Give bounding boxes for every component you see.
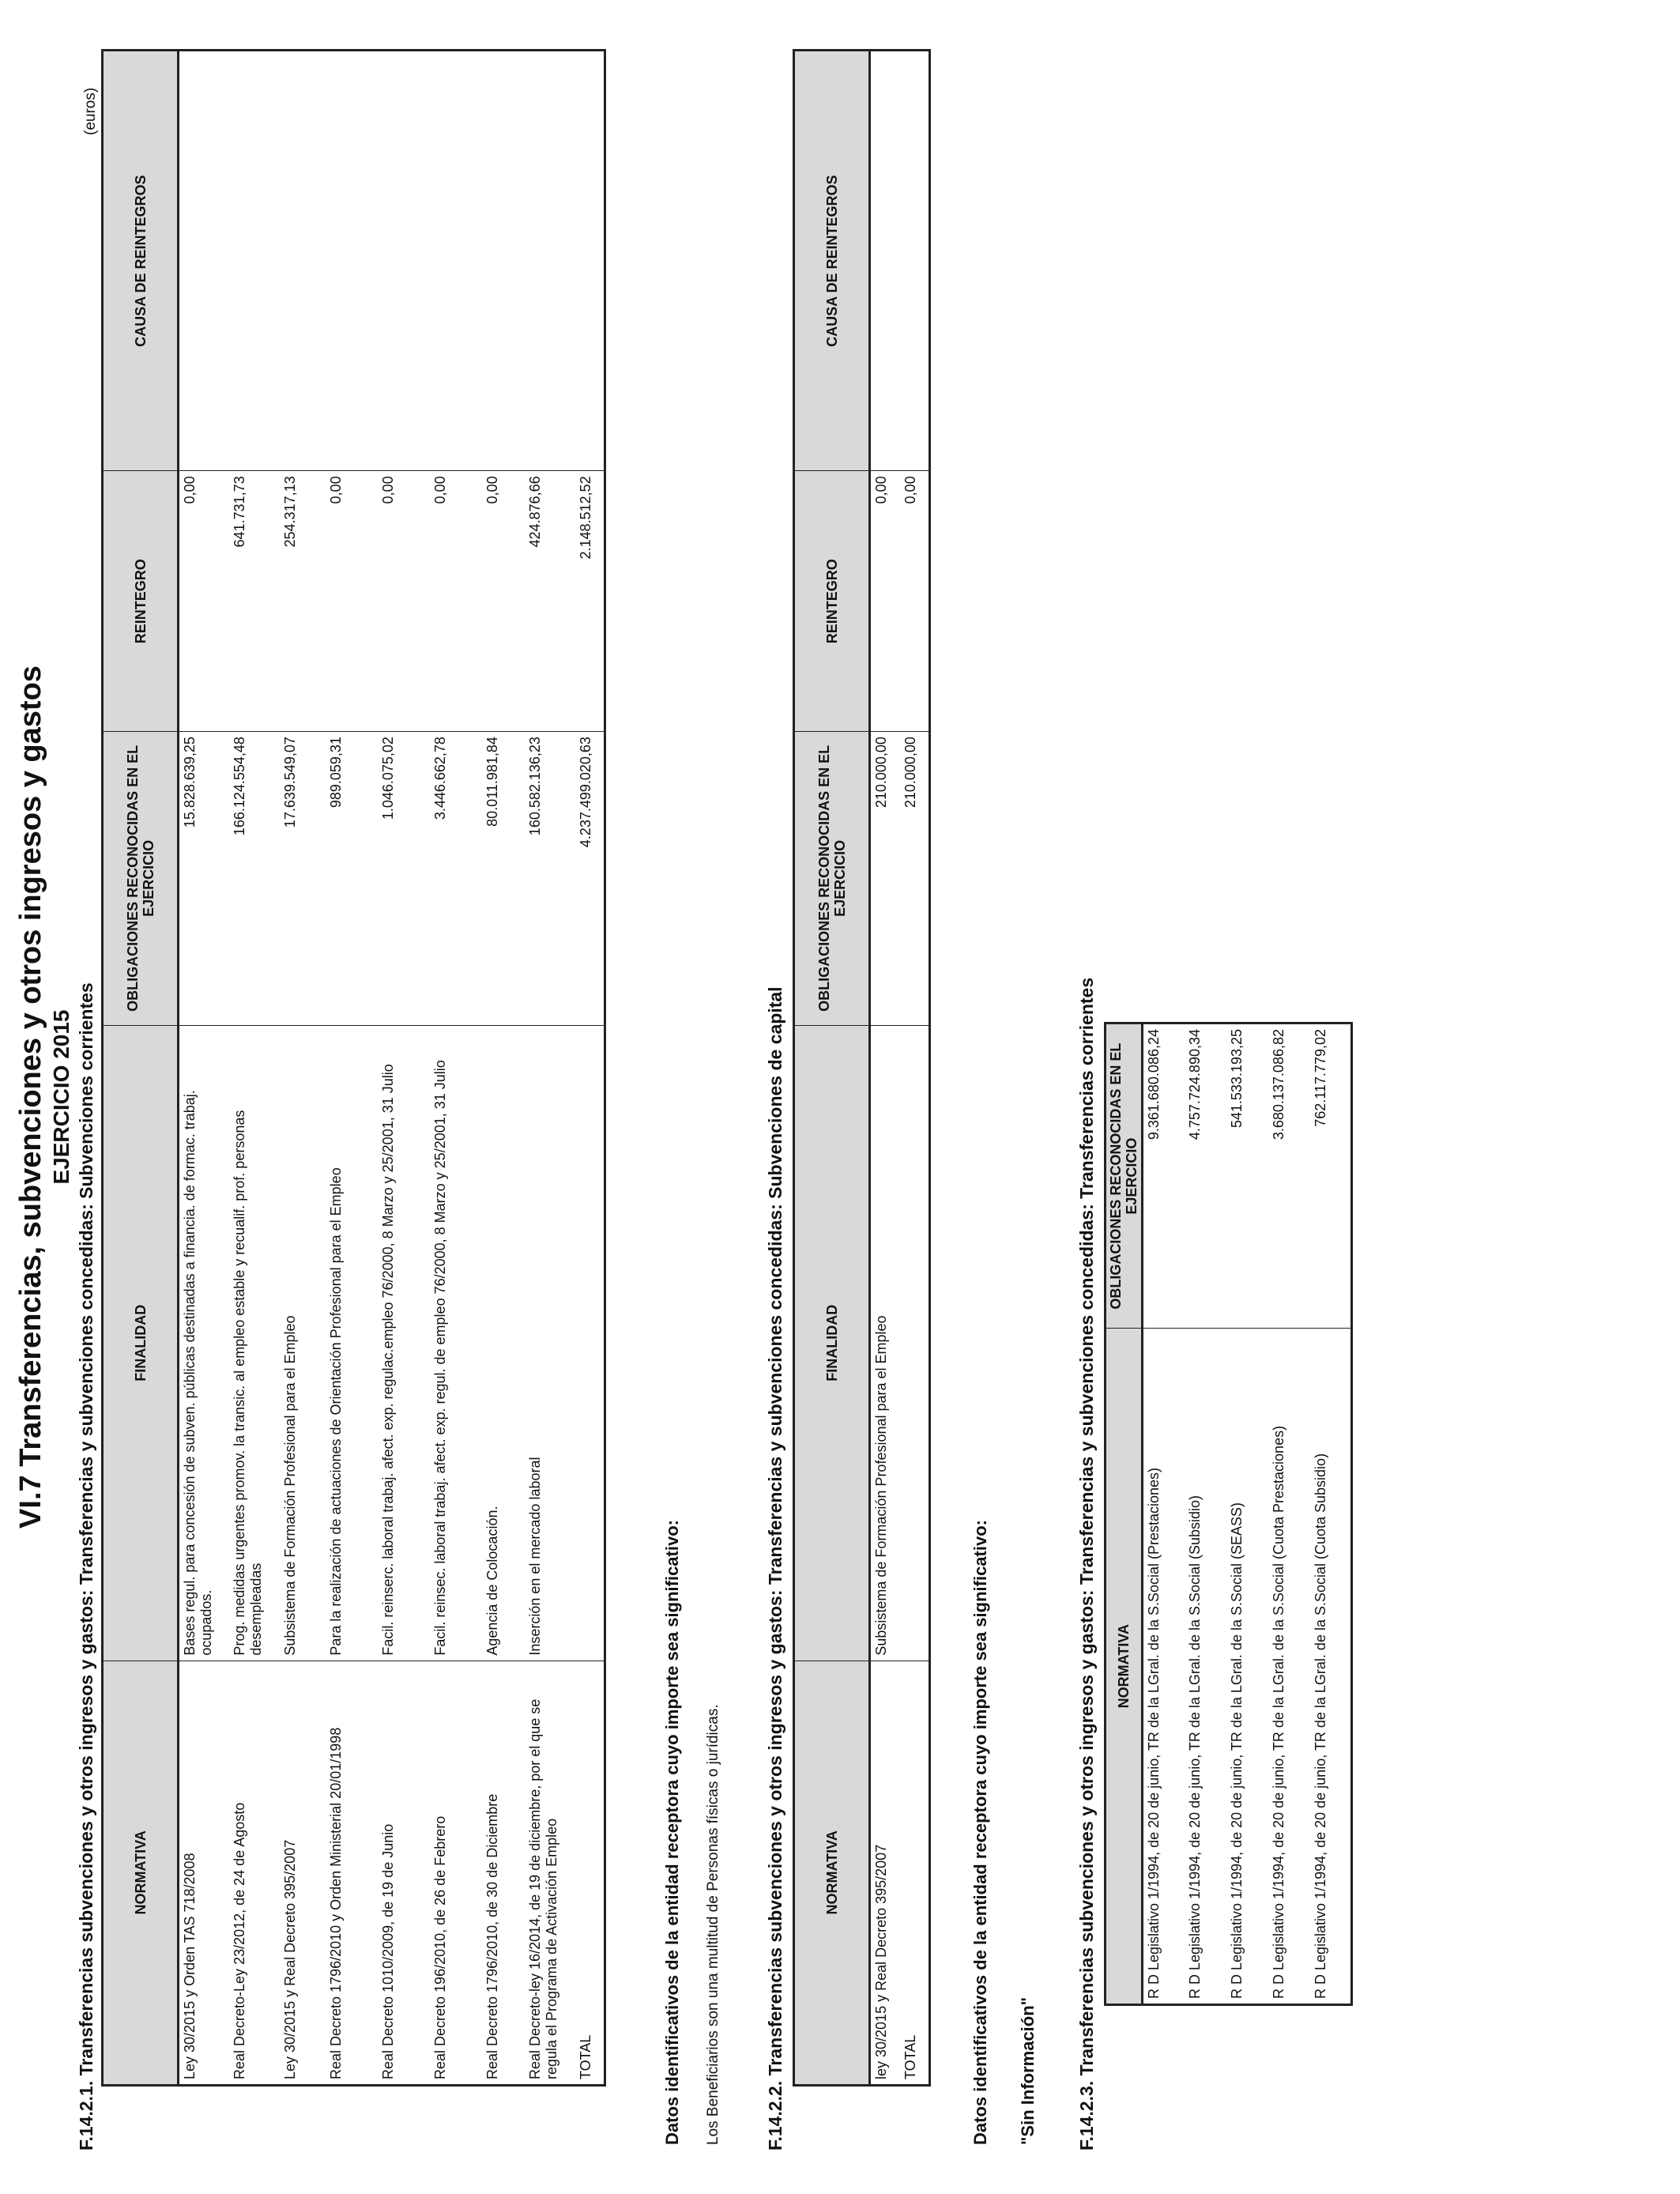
cell-normativa: Real Decreto 1796/2010 y Orden Ministerial 20/01/1998 [326,1661,378,2085]
total-label: TOTAL [898,1661,930,2085]
table-row [326,51,378,2086]
total-label: TOTAL [574,1661,605,2085]
col-header-reintegro: REINTEGRO [794,471,870,732]
cell-obligaciones: 80.011.981,84 [482,732,525,1026]
cell-causa [280,51,326,471]
table-row [179,51,229,2086]
note2-heading: Datos identificativos de la entidad receptora cuyo importe sea significativo: [970,1520,990,2145]
cell-finalidad: Bases regul. para concesión de subven. públicas destinadas a financia. de formac. trabaj. ocupados. [179,1025,229,1661]
section2-heading: F.14.2.2. Transferencias subvenciones y otros ingresos y gastos: Transferencias y subvenciones concedidas: Subvenciones de capital [765,986,785,2151]
col-header-causa: CAUSA DE REINTEGROS [794,51,870,471]
cell-reintegro: 0,00 [870,471,898,732]
total-obligaciones: 210.000,00 [898,732,930,1026]
cell-causa [326,51,378,471]
table-row [1226,1023,1268,2005]
col-header-finalidad: FINALIDAD [794,1025,870,1661]
total-reintegro: 2.148.512,52 [574,471,605,732]
cell-causa [179,51,229,471]
cell-finalidad: Prog. medidas urgentes promov. la transic. al empleo estable y recualif. prof. personas desempleadas [229,1025,280,1661]
cell-causa [482,51,525,471]
cell-finalidad: Facil. reinserc. laboral trabaj. afect. exp. regulac.empleo 76/2000, 8 Marzo y 25/2001, 31 Julio [378,1025,430,1661]
cell-normativa: Real Decreto-Ley 23/2012, de 24 de Agosto [229,1661,280,2085]
cell-finalidad [574,1025,605,1661]
transferencias-corrientes-table [1104,1022,1353,2006]
page-subtitle: EJERCICIO 2015 [49,1009,73,1185]
cell-obligaciones: 4.757.724.890,34 [1185,1023,1226,1329]
cell-normativa: Real Decreto 1010/2009, de 19 de Junio [378,1661,430,2085]
cell-reintegro: 0,00 [378,471,430,732]
cell-causa [898,51,930,471]
cell-normativa: Real Decreto 196/2010, de 26 de Febrero [430,1661,482,2085]
table-row [482,51,525,2086]
cell-reintegro: 0,00 [482,471,525,732]
cell-finalidad: Para la realización de actuaciones de Orientación Profesional para el Empleo [326,1025,378,1661]
cell-reintegro: 641.731,73 [229,471,280,732]
cell-normativa: R D Legislativo 1/1994, de 20 de junio, TR de la LGral. de la S.Social (Subsidio) [1185,1329,1226,2005]
cell-reintegro: 0,00 [326,471,378,732]
cell-finalidad: Agencia de Colocación. [482,1025,525,1661]
cell-causa [574,51,605,471]
cell-normativa: R D Legislativo 1/1994, de 20 de junio, TR de la LGral. de la S.Social (Prestaciones) [1143,1329,1185,2005]
cell-obligaciones: 210.000,00 [870,732,898,1026]
total-row [574,51,605,2086]
cell-normativa: R D Legislativo 1/1994, de 20 de junio, TR de la LGral. de la S.Social (SEASS) [1226,1329,1268,2005]
table-row [525,51,574,2086]
col-header-normativa: NORMATIVA [1106,1329,1143,2005]
cell-finalidad: Inserción en el mercado laboral [525,1025,574,1661]
cell-obligaciones: 160.582.136,23 [525,732,574,1026]
col-header-finalidad: FINALIDAD [103,1025,179,1661]
total-row [898,51,930,2086]
cell-reintegro: 0,00 [179,471,229,732]
note1-text: Los Beneficiarios son una multitud de Personas físicas o jurídicas. [705,1704,721,2145]
cell-finalidad: Subsistema de Formación Profesional para el Empleo [280,1025,326,1661]
total-reintegro: 0,00 [898,471,930,732]
table-row [280,51,326,2086]
cell-causa [525,51,574,471]
table-row [1310,1023,1352,2005]
table-row [1185,1023,1226,2005]
cell-causa [378,51,430,471]
cell-obligaciones: 9.361.680.086,24 [1143,1023,1185,1329]
col-header-reintegro: REINTEGRO [103,471,179,732]
section1-heading: F.14.2.1. Transferencias subvenciones y otros ingresos y gastos: Transferencias y subvenciones concedidas: Subvenciones corrientes [76,982,96,2151]
cell-obligaciones: 762.117.779,02 [1310,1023,1352,1329]
col-header-normativa: NORMATIVA [794,1661,870,2085]
cell-causa [229,51,280,471]
cell-obligaciones: 17.639.549,07 [280,732,326,1026]
page-title: VI.7 Transferencias, subvenciones y otros ingresos y gastos [14,665,47,1529]
units-label: (euros) [82,87,99,135]
col-header-obligaciones: OBLIGACIONES RECONOCIDAS EN EL EJERCICIO [794,732,870,1026]
cell-normativa: Ley 30/2015 y Orden TAS 718/2008 [179,1661,229,2085]
cell-normativa: R D Legislativo 1/1994, de 20 de junio, TR de la LGral. de la S.Social (Cuota Subsidio) [1310,1329,1352,2005]
col-header-normativa: NORMATIVA [103,1661,179,2085]
cell-obligaciones: 541.533.193,25 [1226,1023,1268,1329]
table-row [229,51,280,2086]
cell-normativa: ley 30/2015 y Real Decreto 395/2007 [870,1661,898,2085]
table-row [870,51,898,2086]
col-header-obligaciones: OBLIGACIONES RECONOCIDAS EN EL EJERCICIO [103,732,179,1026]
table-row [1143,1023,1185,2005]
cell-obligaciones: 3.446.662,78 [430,732,482,1026]
col-header-obligaciones: OBLIGACIONES RECONOCIDAS EN EL EJERCICIO [1106,1023,1143,1329]
cell-reintegro: 424.876,66 [525,471,574,732]
cell-obligaciones: 3.680.137.086,82 [1268,1023,1310,1329]
table-row [378,51,430,2086]
col-header-causa: CAUSA DE REINTEGROS [103,51,179,471]
note1-heading: Datos identificativos de la entidad receptora cuyo importe sea significativo: [662,1520,682,2145]
total-obligaciones: 4.237.499.020,63 [574,732,605,1026]
cell-normativa: Ley 30/2015 y Real Decreto 395/2007 [280,1661,326,2085]
cell-obligaciones: 1.046.075,02 [378,732,430,1026]
cell-normativa: Real Decreto 1796/2010, de 30 de Diciembre [482,1661,525,2085]
section3-heading: F.14.2.3. Transferencias subvenciones y otros ingresos y gastos: Transferencias y subvenciones concedidas: Transferencias corrientes [1076,977,1097,2151]
cell-normativa: R D Legislativo 1/1994, de 20 de junio, TR de la LGral. de la S.Social (Cuota Prestaciones) [1268,1329,1310,2005]
cell-causa [430,51,482,471]
table-row [1268,1023,1310,2005]
cell-finalidad: Facil. reinsec. laboral trabaj. afect. exp. regul. de empleo 76/2000, 8 Marzo y 25/2001, 31 Julio [430,1025,482,1661]
cell-finalidad: Subsistema de Formación Profesional para el Empleo [870,1025,898,1661]
table-row [430,51,482,2086]
subvenciones-corrientes-table [101,49,606,2087]
cell-finalidad [898,1025,930,1661]
cell-obligaciones: 15.828.639,25 [179,732,229,1026]
cell-obligaciones: 166.124.554,48 [229,732,280,1026]
cell-reintegro: 254.317,13 [280,471,326,732]
cell-obligaciones: 989.059,31 [326,732,378,1026]
note2-text: "Sin Información" [1018,1996,1038,2145]
cell-normativa: Real Decreto-ley 16/2014, de 19 de diciembre, por el que se regula el Programa de Activación Empleo [525,1661,574,2085]
cell-causa [870,51,898,471]
cell-reintegro: 0,00 [430,471,482,732]
subvenciones-capital-table [793,49,931,2087]
